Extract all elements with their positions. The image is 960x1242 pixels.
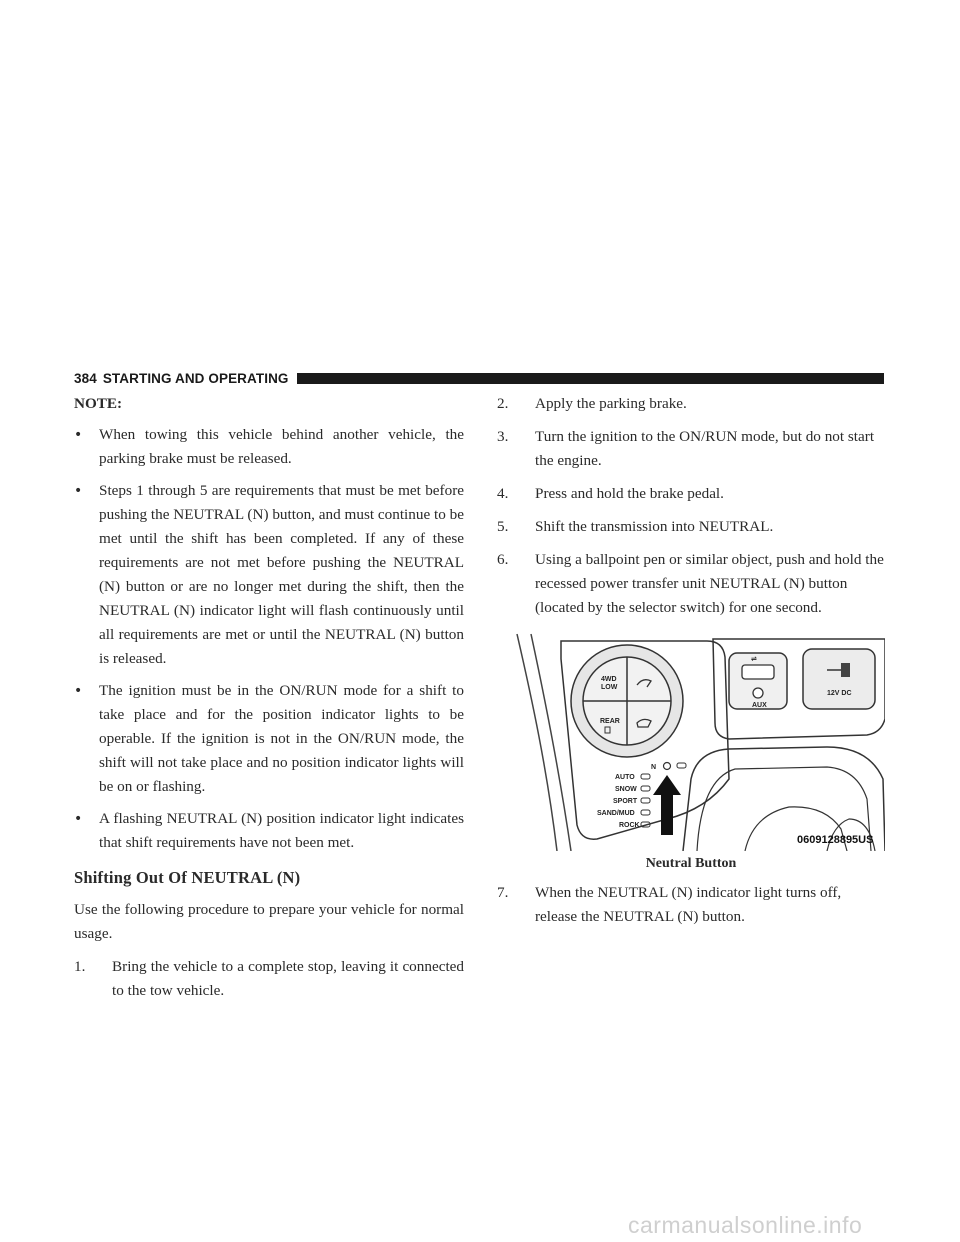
bullet-text: Steps 1 through 5 are requirements that must be met before pushing the NEUTRAL (N) button, and must continue to be met until the shift has been completed. If any of these requirements are not met before pushing the NEUTRAL (N) button or are no longer met during the shift, then the NEUTRAL (N) indicator light will flash continuously until all requirements are met or until the NEUTRAL (N) button is released. [99,482,464,667]
neutral-button-figure [497,629,885,851]
step-item [497,482,885,506]
label-4wd: 4WD [601,676,617,683]
figure-caption: Neutral Button [645,856,737,871]
header-label [74,371,289,386]
plug-icon [841,663,850,677]
step-item [497,548,885,620]
step-number: 1. [74,958,86,975]
usb-icon: ⇌ [751,656,757,663]
note-bullet [74,807,464,855]
step-text: Turn the ignition to the ON/RUN mode, but do not start the engine. [535,428,875,469]
section-subheading: Shifting Out Of NEUTRAL (N) [74,868,301,887]
bullet-text: The ignition must be in the ON/RUN mode for a shift to take place and for the position indicator lights to be operable. If the ignition is not in the ON/RUN mode, the shift will not take place and no position indicator lights will be on or flashing. [99,682,464,795]
label-aux: AUX [752,702,767,709]
bullet-dot: • [74,811,83,827]
step-item [74,955,464,1003]
usb-port [742,665,774,679]
label-rock: ROCK [619,822,640,829]
console-illustration [497,629,885,851]
running-header [74,370,884,386]
right-column [497,392,885,938]
label-sand-mud: SAND/MUD [597,810,635,817]
power-outlet-panel [803,649,875,709]
label-low: LOW [601,684,618,691]
step-item [497,515,885,539]
label-rear: REAR [600,718,620,725]
step-number: 3. [497,428,509,445]
step-item [497,881,885,929]
intro-paragraph: Use the following procedure to prepare your vehicle for normal usage. [74,901,464,942]
neutral-button-icon [664,763,671,770]
step-item [497,425,885,473]
step-number: 6. [497,551,509,568]
figure-id: 0609128895US [797,834,874,846]
bullet-dot: • [74,683,83,699]
step-number: 2. [497,395,509,412]
arrow-pointer [653,775,681,835]
note-bullet [74,423,464,471]
usb-port-panel [729,653,787,709]
step-text: When the NEUTRAL (N) indicator light turns off, release the NEUTRAL (N) button. [535,884,842,925]
indicator-icon [677,763,686,768]
step-number: 4. [497,485,509,502]
step-text: Using a ballpoint pen or similar object, push and hold the recessed power transfer unit NEUTRAL (N) button (located by the selector switch) for one second. [535,551,884,616]
step-number: 5. [497,518,509,535]
bullet-dot: • [74,427,83,443]
label-auto: AUTO [615,774,635,781]
step-text: Apply the parking brake. [535,395,687,412]
label-snow: SNOW [615,786,637,793]
watermark: carmanualsonline.info [628,1212,863,1238]
note-title: NOTE: [74,395,123,412]
bullet-text: A flashing NEUTRAL (N) position indicator light indicates that shift requirements have not been met. [99,810,464,851]
bullet-dot: • [74,483,83,499]
note-bullet [74,479,464,671]
step-text: Shift the transmission into NEUTRAL. [535,518,774,535]
note-bullet [74,679,464,799]
step-number: 7. [497,884,509,901]
bullet-text: When towing this vehicle behind another vehicle, the parking brake must be released. [99,426,464,467]
header-rule [297,373,884,384]
page-number: 384 [74,370,97,386]
left-column [74,392,464,1012]
label-12v-dc: 12V DC [827,690,852,697]
step-item [497,392,885,416]
step-text: Bring the vehicle to a complete stop, leaving it connected to the tow vehicle. [112,958,464,999]
section-title: STARTING AND OPERATING [102,370,289,386]
label-n: N [651,764,657,771]
step-text: Press and hold the brake pedal. [535,485,724,502]
aux-jack [753,688,763,698]
label-sport: SPORT [613,798,638,805]
